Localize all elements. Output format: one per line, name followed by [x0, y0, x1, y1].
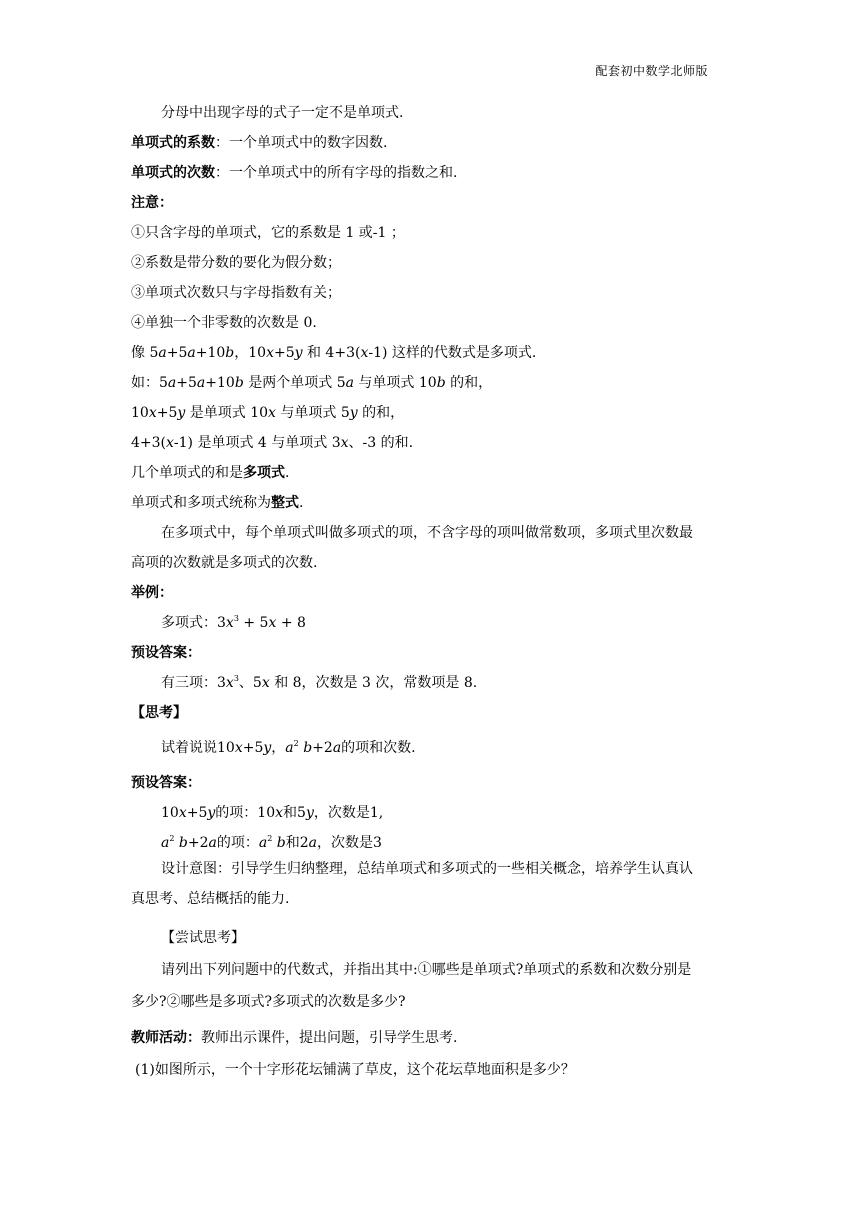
text-line: 分母中出现字母的式子一定不是单项式.	[161, 105, 404, 121]
text-line: 单项式和多项式统称为整式.	[131, 495, 304, 511]
example-polynomial: 多项式：$3x^3 + 5x + 8$	[161, 614, 306, 631]
design-intent: 设计意图：引导学生归纳整理，总结单项式和多项式的一些相关概念，培养学生认真认	[161, 861, 693, 877]
text-line: 4+3(x-1) 是单项式 4 与单项式 3x、-3 的和.	[131, 435, 414, 451]
definition: ：一个单项式中的所有字母的指数之和.	[215, 165, 458, 181]
text-line	[131, 133, 387, 153]
note-item: ①只含字母的单项式，它的系数是 1 或-1 ；	[131, 225, 405, 241]
text-line: 在多项式中，每个单项式叫做多项式的项，不含字母的项叫做常数项，多项式里次数最	[161, 525, 693, 541]
text-line	[131, 163, 457, 183]
page-header: 配套初中数学北师版	[595, 64, 708, 78]
answer-heading: 预设答案：	[131, 645, 201, 661]
activity-label: 教师活动：	[131, 1030, 201, 1046]
text-line: 教师活动：教师出示课件，提出问题，引导学生思考.	[131, 1030, 458, 1046]
answer-text: $a^2$ b+2a的项：$a^2$ b和2a，次数是3	[161, 834, 382, 851]
text-line: 几个单项式的和是多项式.	[131, 465, 290, 481]
note-heading: 注意：	[131, 195, 173, 211]
answer-heading: 预设答案：	[131, 775, 201, 791]
example-heading: 举例：	[131, 585, 173, 601]
definition: ：一个单项式中的数字因数.	[215, 135, 388, 151]
try-heading: 【尝试思考】	[161, 930, 245, 946]
text-line: 10x+5y 是单项式 10x 与单项式 5y 的和，	[131, 405, 405, 421]
term-label: 单项式的系数	[131, 135, 215, 151]
term-label: 单项式的次数	[131, 165, 215, 181]
note-item: ③单项式次数只与字母指数有关；	[131, 285, 341, 301]
answer-text: 10x+5y的项：10x和5y，次数是1,	[161, 805, 384, 821]
think-question: 试着说说10x+5y，$a^2$ b+2a的项和次数.	[161, 739, 416, 756]
think-heading: 【思考】	[131, 705, 187, 721]
text-line: 如：5a+5a+10b 是两个单项式 5a 与单项式 10b 的和，	[131, 375, 493, 391]
note-item: ②系数是带分数的要化为假分数；	[131, 255, 341, 271]
note-item: ④单独一个非零数的次数是 0.	[131, 315, 317, 331]
text-line: 多少?②哪些是多项式?多项式的次数是多少?	[131, 994, 406, 1010]
text-line: 请列出下列问题中的代数式，并指出其中:①哪些是单项式?单项式的系数和次数分别是	[161, 962, 692, 978]
answer-text: 有三项：$3x^3$、5x 和 8，次数是 3 次，常数项是 8.	[161, 674, 478, 691]
question-1: (1)如图所示，一个十字形花坛铺满了草皮，这个花坛草地面积是多少？	[135, 1062, 575, 1078]
text-line: 高项的次数就是多项式的次数.	[131, 555, 318, 571]
design-intent: 真思考、总结概括的能力.	[131, 891, 290, 907]
text-line: 像 5a+5a+10b，10x+5y 和 4+3(x-1) 这样的代数式是多项式.	[131, 345, 537, 361]
